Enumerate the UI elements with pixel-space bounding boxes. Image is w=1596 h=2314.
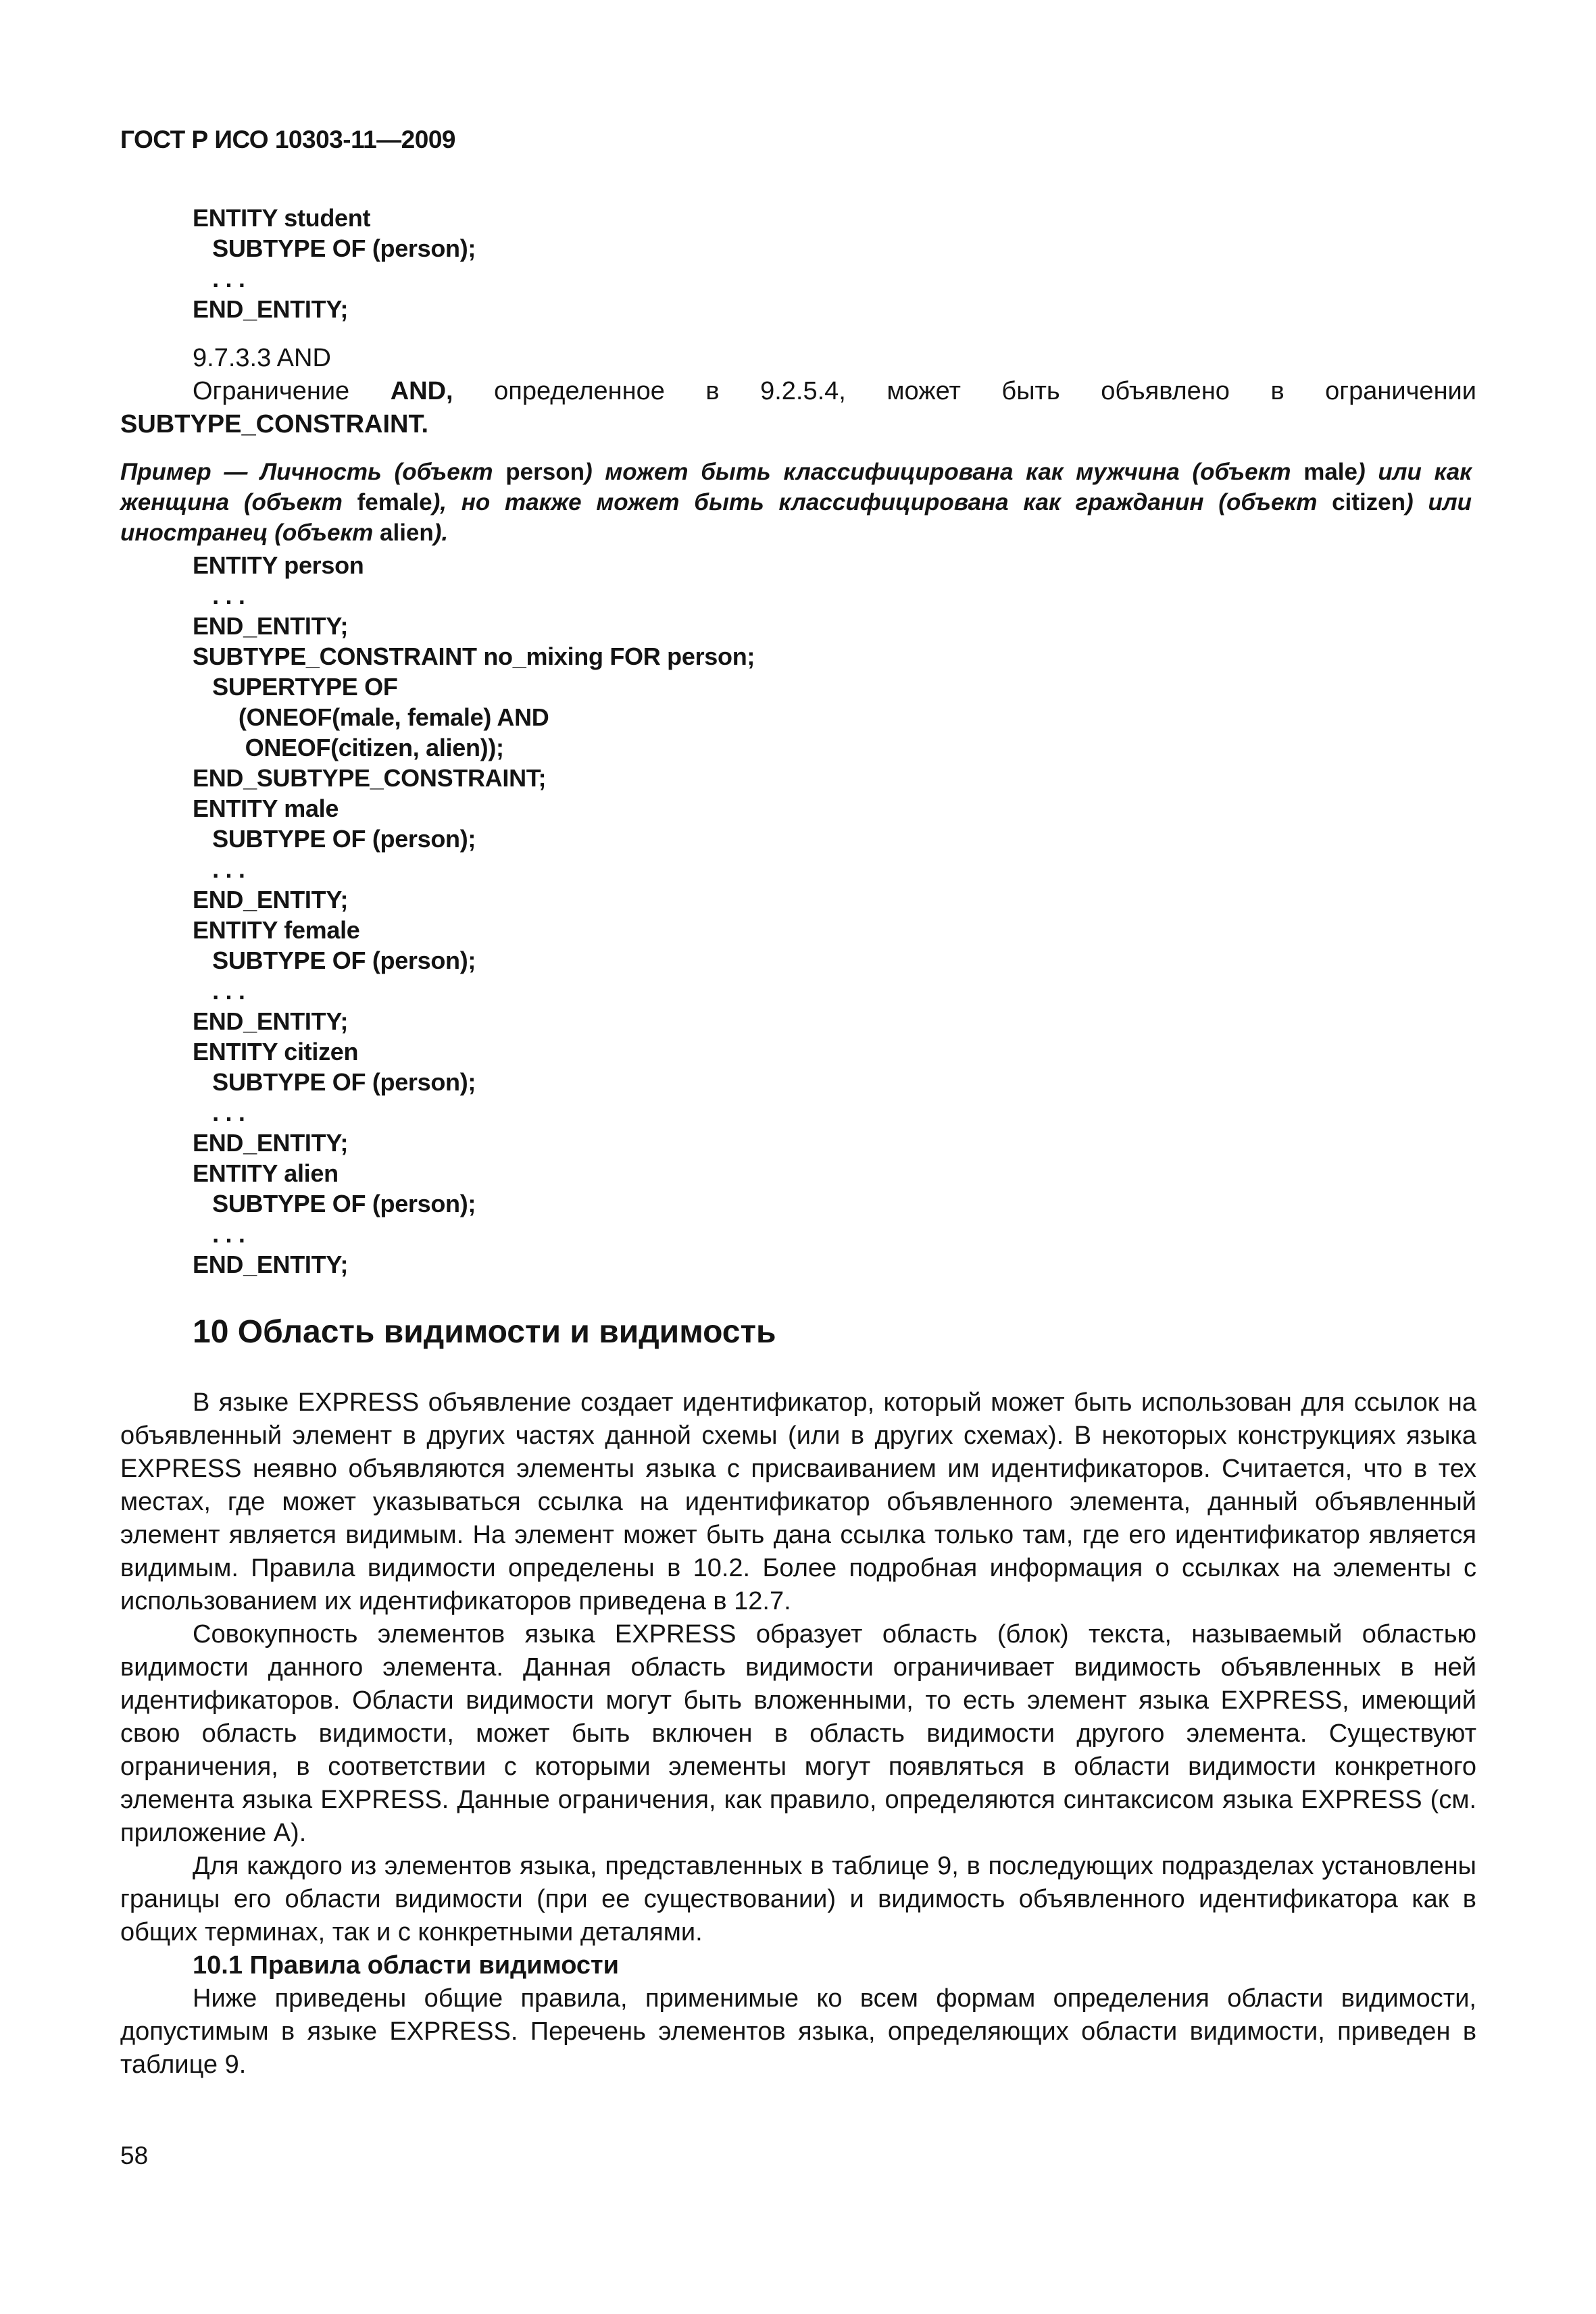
code-line: . . . [193,1099,245,1126]
code-line: ENTITY student [193,204,371,232]
page-number: 58 [120,2142,149,2169]
paragraph: В языке EXPRESS объявление создает идентификатор, который может быть использован для ссылок на объявленный элемент в других частях данной схемы (или в других схемах). В некоторых конструкциях языка EXPRESS неявно объявляются элементы языка с присваиванием им идентификаторов. Считается, что в тех местах, где может указываться ссылка на идентификатор объявленного элемента, данный объявленный элемент является видимым. На элемент может быть дана ссылка только там, где его идентификатор является видимым. Правила видимости определены в 10.2. Более подробная информация о ссылках на элементы с использованием их идентификаторов приведена в 12.7. [120,1388,1476,1615]
example-note [120,457,1472,548]
clause-text: определенное в 9.2.5.4, может быть объявлено в ограничении [494,377,1477,405]
code-line: . . . [193,265,245,293]
code-line: END_ENTITY; [193,1251,349,1278]
code-line: END_SUBTYPE_CONSTRAINT; [193,764,547,792]
code-line: END_ENTITY; [193,295,349,323]
example-text: ) или иностранец (объект [120,489,1472,546]
clause-number-title: 9.7.3.3 AND [193,344,331,372]
paragraph: Ниже приведены общие правила, применимые ко всем формам определения области видимости, допустимым в языке EXPRESS. Перечень элементов языка, определяющих области видимости, приведен в таблице 9. [120,1984,1476,2079]
example-term: citizen [1332,489,1406,515]
code-line: SUBTYPE OF (person); [193,1068,476,1096]
code-line: END_ENTITY; [193,886,349,913]
code-line: ENTITY person [193,551,364,579]
code-line: END_ENTITY; [193,612,349,640]
code-line: (ONEOF(male, female) AND [193,703,549,731]
code-line: ENTITY citizen [193,1038,359,1065]
code-line: SUBTYPE OF (person); [193,825,476,853]
section-body [120,1386,1476,2082]
code-line: ENTITY male [193,795,339,822]
code-line: . . . [193,1220,245,1248]
clause-keyword: AND, [390,377,453,405]
code-line: SUPERTYPE OF [193,673,398,701]
paragraph: Совокупность элементов языка EXPRESS образует область (блок) текста, называемый областью видимости данного элемента. Данная область видимости ограничивает видимость объявленных в ней идентификаторов. Области видимости могут быть вложенными, то есть элемент языка EXPRESS, имеющий свою область видимости, может быть включен в область видимости другого элемента. Существуют ограничения, в соответствии с которыми элементы могут появляться в области видимости конкретного элемента языка EXPRESS. Данные ограничения, как правило, определяются синтаксисом языка EXPRESS (см. приложение А). [120,1620,1476,1847]
code-line: . . . [193,977,245,1005]
example-text: ) или как женщина (объект [120,459,1472,515]
code-line: ENTITY female [193,916,360,944]
clause-text: Ограничение [193,377,350,405]
example-term: alien [380,520,434,546]
example-text: ), но также может быть классифицирована как гражданин (объект [432,489,1332,515]
code-line: ENTITY alien [193,1159,339,1187]
code-line: SUBTYPE OF (person); [193,1190,476,1217]
document-header: ГОСТ Р ИСО 10303-11—2009 [120,126,455,153]
section-title: 10 Область видимости и видимость [193,1314,776,1350]
example-text: ). [433,520,449,546]
example-term: male [1303,459,1357,485]
code-line: END_ENTITY; [193,1129,349,1157]
subsection-title: 10.1 Правила области видимости [193,1951,620,1980]
code-line: ONEOF(citizen, alien)); [193,734,504,761]
code-line: . . . [193,582,245,609]
example-term: person [505,459,584,485]
example-text: ) может быть классифицирована как мужчина (объект [584,459,1304,485]
code-line: SUBTYPE OF (person); [193,234,476,262]
code-line: . . . [193,855,245,883]
code-line: END_ENTITY; [193,1007,349,1035]
code-line: SUBTYPE_CONSTRAINT no_mixing FOR person; [193,643,755,670]
paragraph: Для каждого из элементов языка, представленных в таблице 9, в последующих подразделах установлены границы его области видимости (при ее существовании) и видимость объявленного идентификатора как в общих терминах, так и с конкретными деталями. [120,1852,1476,1946]
code-line: SUBTYPE OF (person); [193,947,476,974]
example-term: female [357,489,432,515]
clause-line-2: SUBTYPE_CONSTRAINT. [120,410,429,438]
clause-line-1 [193,375,1476,408]
example-text: Пример — Личность (объект [120,459,506,485]
clause-heading [193,342,331,375]
